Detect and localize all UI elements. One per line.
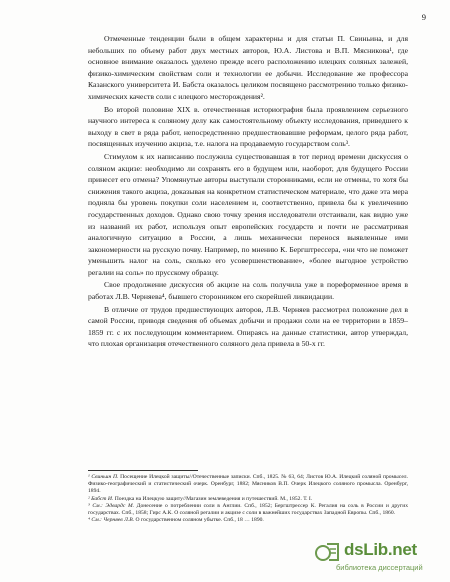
body-text (88, 33, 408, 350)
paragraph-4: Свое продолжение дискуссия об акцизе на соль получила уже в пореформенное время в работах Л.В. Черняева⁴, бывшего сторонником его скорейшей ликвидации. (88, 280, 408, 302)
footnote-text: О государственном соляном убытке. Спб., 18 … 1890. (135, 517, 264, 524)
dslib-watermark[interactable] (314, 540, 444, 578)
paragraph-3: Стимулом к их написанию послужила существовавшая в тот период времени дискуссия о соляном акцизе: необходимо ли сохранять его в будущем или, наоборот, для будущего России принесет его отмена? Упомянутые авторы выступали сторонниками, если не отмены, то хотя бы снижения такого акциза, доказывая на конкретном статистическом материале, что даже эта мера подняла бы уровень покупки соли населением и, соответственно, привела бы к увеличению государственных доходов. Однако свою точку зрения исследователи отстаивали, как видно уже из названий их работ, используя опыт европейских государств и почти не рассматривая аналогичную ситуацию в России, а лишь механически перенося выявленные ими закономерности на русскую почву. Например, по мнению К. Бергштрессера, «ни что не поможет уменьшить налог на соль, сколько его усовершенствование», «более выгодное устройство регалии на соль» по прусскому образцу. (88, 151, 408, 277)
paragraph-5: В отличие от трудов предшествующих авторов, Л.В. Черняев рассмотрел положение дел в самой России, приводя сведения об объемах добычи и продажи соли на ее территории в 1859–1859 гг. с их последующим комментарием. Опираясь на данные статистики, автор утверждал, что плохая организация отечественного соляного дела привела в 50-х гг. (88, 304, 408, 349)
paragraph-2: Во второй половине XIX в. отечественная историография была проявлением серьезного научного интереса к соляному делу как самостоятельному объекту исследования, приведшего к выходу в свет в ряда работ, непосредственно предшествовавшие реформам, целого ряда работ, посвященных изучению акциза, т.е. налога на продаваемую государством соль³. (88, 104, 408, 149)
footnote-author: ² Бабст И. (88, 495, 114, 502)
footnote-author: ³ См.: Эдвардс М. (88, 502, 135, 509)
footnote-author: ⁴ См.: Черняев Л.В. (88, 517, 135, 524)
footnote-1 (88, 474, 408, 496)
footnote-2 (88, 496, 408, 503)
watermark-tagline: библиотека диссертаций (336, 563, 423, 572)
footnotes (88, 474, 408, 524)
footnote-3 (88, 503, 408, 517)
footnote-text: Посещение Илецкой защиты//Отечественные записки. Спб., 1825. № 63, 64; Листов Ю.А. Илецкий соляной промысел. Физико-географический и статистический очерк. Оренбург, 1882; Мясников В.П. Очерк Илецкого соляного промысла. Оренбург, 1894. (88, 474, 408, 495)
footnote-text: Поездка на Илецкую защиту//Магазин землеведения и путешествий. М., 1852. Т. I. (114, 495, 313, 502)
footnote-author: ¹ Свиньин П. (88, 474, 119, 480)
footnote-4 (88, 517, 408, 524)
footnote-text: Донесение о потреблении соли в Англии. Спб., 1852; Бергштрессер К. Регалия на соль в России и других государствах. Спб., 1858; Гирс А.К. О соляной регалии и акцизе с соли в важнейших государствах Западной Европы. Спб., 1860. (88, 502, 408, 517)
dslib-logo-icon (314, 540, 344, 564)
paragraph-1: Отмеченные тенденции были в общем характерны и для статьи П. Свиньина, и для небольших по объему работ двух местных авторов, Ю.А. Листова и В.П. Мясникова¹, где основное внимание оказалось уделено прежде всего расположению илецких соляных залежей, физико-химическим свойствам соли и технологии ее добычи. Исследование же профессора Казанского университета И. Бабста оказалось целиком посвящено рассмотрению только физико-химических качеств соли с илецкого месторождения². (88, 34, 408, 101)
footnote-separator (88, 470, 198, 471)
watermark-site-name: dsLib.net (344, 540, 417, 559)
page-number: 9 (421, 12, 426, 22)
